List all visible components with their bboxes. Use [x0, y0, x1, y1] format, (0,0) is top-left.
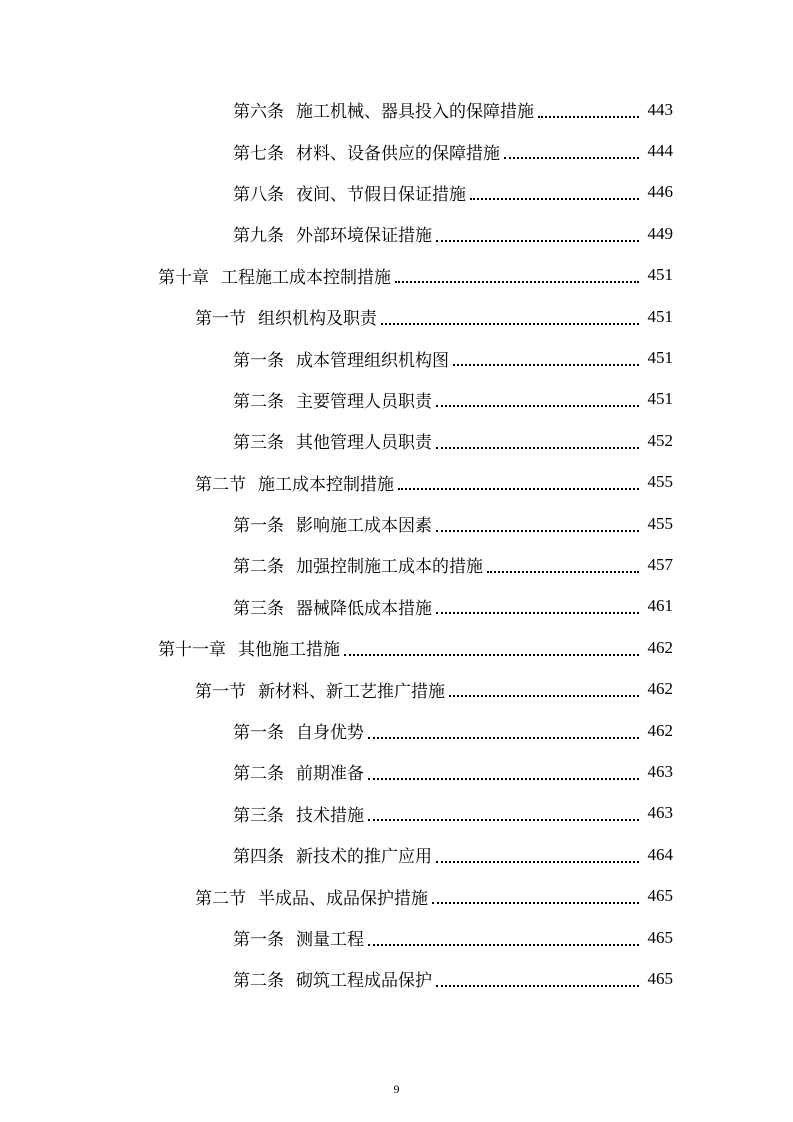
toc-entry-title: 其他施工措施 [238, 640, 340, 661]
toc-entry-label: 第六条 [233, 102, 284, 123]
toc-entry-title: 成本管理组织机构图 [296, 350, 449, 371]
toc-entry-page: 449 [647, 223, 673, 243]
toc-entry-page: 452 [647, 430, 673, 450]
toc-entry-label: 第二节 [195, 888, 246, 909]
dot-leader [538, 116, 639, 118]
toc-entry[interactable] [0, 710, 793, 751]
toc-entry[interactable] [0, 544, 793, 585]
dot-leader [436, 612, 639, 614]
dot-leader [436, 861, 639, 863]
toc-entry-page: 457 [647, 554, 673, 574]
toc-entry-label: 第三条 [233, 805, 284, 826]
toc-entry-page: 451 [647, 348, 673, 368]
toc-entry[interactable] [0, 751, 793, 792]
toc-entry-label: 第二条 [233, 971, 284, 992]
toc-entry-chapter[interactable] [0, 255, 793, 296]
dot-leader [436, 530, 639, 532]
toc-entry[interactable] [0, 793, 793, 834]
toc-entry-label: 第四条 [233, 847, 284, 868]
toc-entry-title: 器械降低成本措施 [296, 598, 432, 619]
toc-entry-page: 444 [647, 141, 673, 161]
dot-leader [470, 198, 639, 200]
toc-entry-section[interactable] [0, 875, 793, 916]
dot-leader [432, 902, 639, 904]
toc-entry[interactable] [0, 379, 793, 420]
toc-entry-label: 第三条 [233, 433, 284, 454]
toc-entry-label: 第一条 [233, 516, 284, 537]
toc-entry[interactable] [0, 958, 793, 999]
toc-entry[interactable] [0, 213, 793, 254]
toc-entry-page: 462 [647, 720, 673, 740]
toc-entry-label: 第一条 [233, 350, 284, 371]
toc-entry-page: 465 [647, 886, 673, 906]
toc-entry[interactable] [0, 337, 793, 378]
dot-leader [436, 985, 639, 987]
toc-entry-page: 455 [647, 472, 673, 492]
dot-leader [504, 157, 639, 159]
toc-entry-page: 446 [647, 182, 673, 202]
toc-entry-page: 443 [647, 99, 673, 119]
toc-entry-title: 影响施工成本因素 [296, 516, 432, 537]
dot-leader [395, 281, 639, 283]
toc-entry-page: 451 [647, 389, 673, 409]
toc-entry-label: 第二条 [233, 764, 284, 785]
toc-entry-title: 加强控制施工成本的措施 [296, 557, 483, 578]
toc-entry[interactable] [0, 89, 793, 130]
toc-entry[interactable] [0, 586, 793, 627]
dot-leader [344, 654, 639, 656]
toc-entry-page: 451 [647, 265, 673, 285]
dot-leader [453, 364, 639, 366]
toc-entry[interactable] [0, 420, 793, 461]
toc-entry-section[interactable] [0, 296, 793, 337]
toc-entry-page: 462 [647, 637, 673, 657]
toc-entry-title: 新技术的推广应用 [296, 847, 432, 868]
toc-entry-label: 第八条 [233, 184, 284, 205]
dot-leader [368, 778, 639, 780]
toc-entry-section[interactable] [0, 462, 793, 503]
page-number: 9 [393, 1082, 400, 1096]
toc-entry-label: 第七条 [233, 143, 284, 164]
toc-entry-section[interactable] [0, 668, 793, 709]
toc-entry-page: 464 [647, 844, 673, 864]
toc-entry-label: 第九条 [233, 226, 284, 247]
toc-entry[interactable] [0, 834, 793, 875]
dot-leader [381, 323, 639, 325]
toc-entry-label: 第一节 [195, 309, 246, 330]
dot-leader [487, 571, 639, 573]
toc-entry-page: 451 [647, 306, 673, 326]
toc-entry-title: 施工成本控制措施 [258, 474, 394, 495]
toc-entry-title: 其他管理人员职责 [296, 433, 432, 454]
toc-entry-title: 外部环境保证措施 [296, 226, 432, 247]
toc-entry-label: 第二节 [195, 474, 246, 495]
toc-entry-title: 夜间、节假日保证措施 [296, 184, 466, 205]
toc-entry-page: 463 [647, 761, 673, 781]
dot-leader [436, 447, 639, 449]
toc-entry-page: 455 [647, 513, 673, 533]
toc-entry-page: 462 [647, 679, 673, 699]
table-of-contents [0, 89, 793, 1000]
dot-leader [398, 488, 639, 490]
toc-entry-title: 新材料、新工艺推广措施 [258, 681, 445, 702]
toc-entry-title: 砌筑工程成品保护 [296, 971, 432, 992]
toc-entry-label: 第二条 [233, 391, 284, 412]
toc-entry-label: 第十章 [158, 267, 209, 288]
toc-entry-title: 施工机械、器具投入的保障措施 [296, 102, 534, 123]
dot-leader [368, 819, 639, 821]
toc-entry-title: 工程施工成本控制措施 [221, 267, 391, 288]
toc-entry-title: 前期准备 [296, 764, 364, 785]
toc-entry-title: 材料、设备供应的保障措施 [296, 143, 500, 164]
toc-entry-chapter[interactable] [0, 627, 793, 668]
dot-leader [449, 695, 639, 697]
toc-entry-label: 第十一章 [158, 640, 226, 661]
toc-entry-title: 半成品、成品保护措施 [258, 888, 428, 909]
toc-entry-page: 463 [647, 803, 673, 823]
dot-leader [368, 737, 639, 739]
toc-entry-label: 第一条 [233, 930, 284, 950]
toc-entry-title: 自身优势 [296, 723, 364, 744]
toc-entry-title: 测量工程 [296, 930, 364, 950]
dot-leader [436, 405, 639, 407]
toc-entry-label: 第一条 [233, 723, 284, 744]
toc-entry-label: 第二条 [233, 557, 284, 578]
toc-entry-page: 461 [647, 596, 673, 616]
toc-entry-label: 第一节 [195, 681, 246, 702]
dot-leader [436, 240, 639, 242]
toc-entry-label: 第三条 [233, 598, 284, 619]
toc-entry-title: 组织机构及职责 [258, 309, 377, 330]
dot-leader [368, 944, 639, 946]
toc-entry-page: 465 [647, 927, 673, 947]
toc-entry[interactable] [0, 917, 793, 958]
toc-entry-title: 技术措施 [296, 805, 364, 826]
toc-entry[interactable] [0, 172, 793, 213]
toc-entry[interactable] [0, 503, 793, 544]
toc-entry-page: 465 [647, 968, 673, 988]
toc-entry[interactable] [0, 130, 793, 171]
toc-entry-title: 主要管理人员职责 [296, 391, 432, 412]
